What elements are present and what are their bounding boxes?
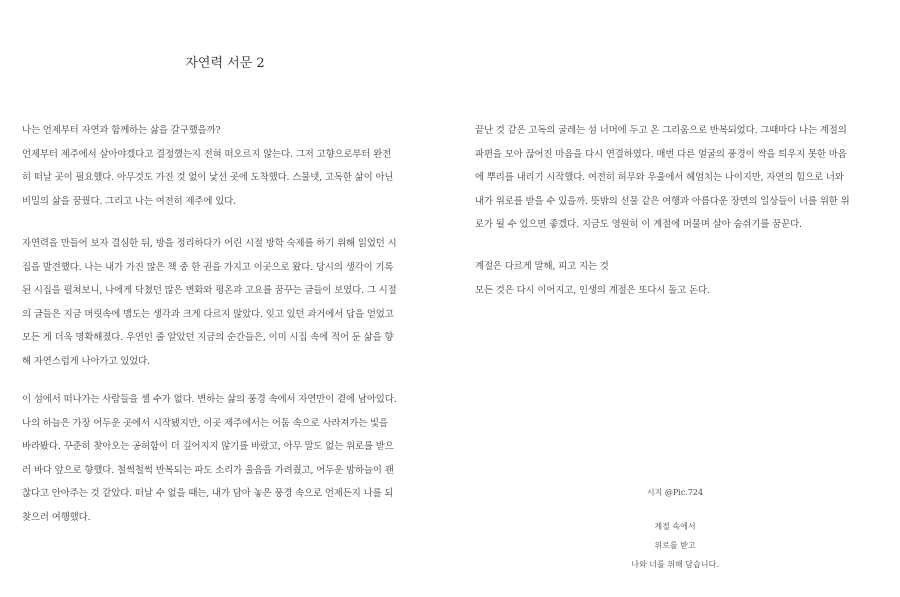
paragraph bbox=[22, 388, 432, 529]
text-line: 이 섬에서 떠나가는 사람들을 셀 수가 없다. 변하는 삶의 풍경 속에서 자연만이 곁에 남아있다. bbox=[22, 394, 397, 405]
text-line: 찮다고 안아주는 것 같았다. 떠날 수 없을 때는, 내가 담아 놓은 풍경 속으로 언제든지 나를 되 bbox=[22, 488, 394, 499]
signature: 시지 @Pic.724 bbox=[646, 488, 704, 497]
text-line: 자연력을 만들어 보자 결심한 뒤, 방을 정리하다가 어린 시절 방학 숙제를 하기 위해 읽었던 시 bbox=[22, 238, 397, 249]
text-line: 집을 발견했다. 나는 내가 가진 많은 책 중 한 권을 가지고 이곳으로 왔다. 당시의 생각이 기록 bbox=[22, 261, 394, 273]
text-line: 내가 위로를 받을 수 있을까. 뜻밖의 선물 같은 여행과 아름다운 장면의 일상들이 너를 위한 위 bbox=[475, 195, 850, 207]
text-line: 모든 게 더욱 명확해졌다. 우연인 줄 알았던 지금의 순간들은, 이미 시집 속에 적어 둔 삶을 향 bbox=[22, 332, 394, 343]
text-line: 나는 언제부터 자연과 함께하는 삶을 갈구했을까? bbox=[22, 125, 221, 136]
paragraph bbox=[22, 232, 432, 373]
text-line: 모든 것은 다시 이어지고, 인생의 계절은 또다시 돌고 돈다. bbox=[475, 284, 710, 296]
text-line: 된 시집을 펼쳐보니, 나에게 닥쳤던 많은 변화와 평온과 고요를 꿈꾸는 글들이 보였다. 그 시절 bbox=[22, 285, 397, 296]
text-line: 히 떠날 곳이 필요했다. 아무것도 가진 것 없이 낯선 곳에 도착했다. 스물넷, 고독한 삶이 아닌 bbox=[22, 172, 394, 183]
closing-line: 나와 너를 위해 담습니다. bbox=[631, 560, 719, 569]
paragraph bbox=[475, 255, 885, 302]
text-line: 찾으러 여행했다. bbox=[22, 511, 91, 523]
text-line: 바라봤다. 꾸준히 찾아오는 공허함이 더 깊어지지 않기를 바랐고, 아무 말도 없는 위로를 받으 bbox=[22, 441, 394, 452]
text-line: 계절은 다르게 말해, 피고 지는 것 bbox=[475, 261, 609, 272]
text-line: 나의 하늘은 가장 어두운 곳에서 시작됐지만, 이곳 제주에서는 어둠 속으로 사라져가는 빛을 bbox=[22, 417, 388, 429]
text-line: 해 자연스럽게 나아가고 있었다. bbox=[22, 355, 150, 367]
paragraph bbox=[475, 119, 885, 237]
text-line: 러 바다 앞으로 향했다. 철썩철썩 반복되는 파도 소리가 울음을 가려줬고, 어두운 밤하늘이 괜 bbox=[22, 464, 394, 476]
text-line: 파편을 모아 끊어진 마음을 다시 연결하였다. 매번 다른 얼굴의 풍경이 싹을 틔우지 못한 마음 bbox=[475, 148, 847, 160]
right-page bbox=[450, 0, 900, 597]
closing-line: 계절 속에서 bbox=[654, 522, 696, 531]
text-line: 의 글들은 지금 머릿속에 맴도는 생각과 크게 다르지 않았다. 잊고 있던 과거에서 답을 얻었고 bbox=[22, 308, 394, 320]
closing-line: 위로를 받고 bbox=[654, 541, 696, 550]
page-title: 자연력 서문 2 bbox=[185, 56, 265, 71]
text-line: 끝난 것 같은 고독의 굴레는 섬 너머에 두고 온 그리움으로 반복되었다. 그때마다 나는 계절의 bbox=[475, 125, 847, 136]
text-line: 로가 될 수 있으면 좋겠다. 지금도 영원히 이 계절에 머물며 살아 숨쉬기를 꿈꾼다. bbox=[475, 219, 802, 230]
text-line: 언제부터 제주에서 살아야겠다고 결정했는지 전혀 떠오르지 않는다. 그저 고향으로부터 완전 bbox=[22, 148, 392, 160]
paragraph bbox=[22, 119, 432, 213]
text-line: 비밀의 삶을 꿈꿨다. 그리고 나는 여전히 제주에 있다. bbox=[22, 195, 237, 207]
text-line: 에 뿌리를 내리기 시작했다. 여전히 허무와 우울에서 헤엄치는 나이지만, 자연의 힘으로 너와 bbox=[475, 172, 844, 183]
